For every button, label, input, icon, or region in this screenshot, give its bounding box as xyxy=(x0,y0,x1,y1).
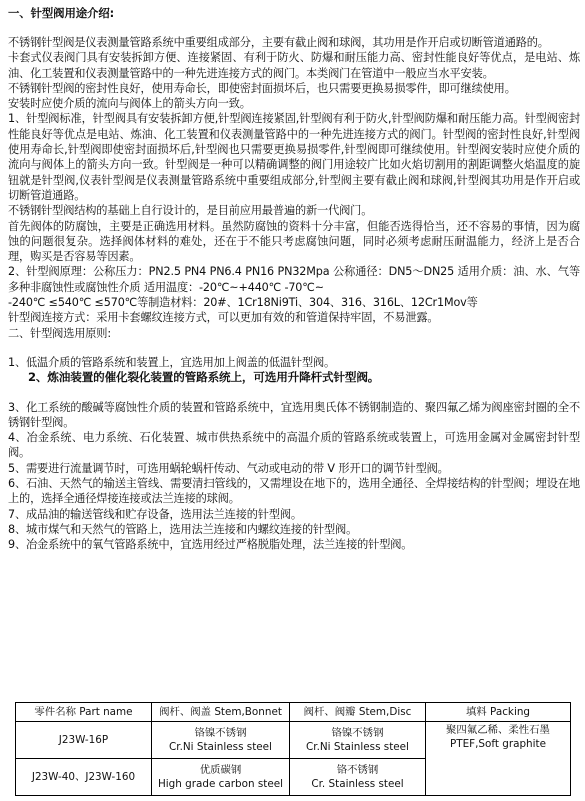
principle-item: 1、低温介质的管路系统和装置上，宜选用加上阀盖的低温针型阀。 xyxy=(8,355,336,369)
cell-stem-bonnet xyxy=(152,722,290,759)
paragraph: 首先阀体的防腐蚀，主要是正确选用材料。虽然防腐蚀的资料十分丰富，但能否选得恰当，还不容易的事情，因为腐蚀的问题很复杂。选择阀体材料的难处，还在于不能只考虑腐蚀问题，同时必须考虑耐压耐温能力，经济上是否合理，购买是否容易等因素。 xyxy=(8,219,580,264)
table-header-row xyxy=(16,703,571,722)
cell-text-en: Cr.Ni Stainless steel xyxy=(169,741,272,753)
paragraph: -240℃ ≤540℃ ≤570℃等制造材料：20#、1Cr18Ni9Ti、304、316、316L、12Cr1Mov等 xyxy=(8,296,478,310)
header-packing: 填料 Packing xyxy=(426,703,571,722)
paragraph: 1、针型阀标准，针型阀具有安装拆卸方便,针型阀连接紧固,针型阀有利于防火,针型阀防爆和耐压能力高。针型阀密封性能良好等优点是电站、炼油、化工装置和仪表测量管路中的一种先进连接方式的阀门。针型阀的密封性良好,针型阀使用寿命长,针型阀即使密封面损坏后,针型阀也只需要更换易损零件,针型阀即可继续使用。针型阀安装时应使介质的流向与阀体上的箭头方向一致。针型阀是一种可以精确调整的阀门用途较广比如火焰切割用的割距调整火焰温度的旋钮就是针型阀,仪表针型阀是仪表测量管路系统中重要组成部分,针型阀主要有截止阀和球阀,针型阀其功用是作开启或切断管道通路。 xyxy=(8,112,580,202)
cell-text-en: High grade carbon steel xyxy=(157,778,284,790)
principle-item: 6、石油、天然气的输送主管线、需要清扫管线的，又需埋设在地下的，选用全通径、全焊接结构的针型阀；埋设在地上的，选择全通径焊接连接或法兰连接的球阀。 xyxy=(8,477,580,506)
paragraph: 不锈钢针型阀的密封性良好，使用寿命长，即使密封面损坏后，也只需要更换易损零件，即可继续使用。 xyxy=(8,81,516,95)
cell-text-cn: 铬镍不锈钢 xyxy=(331,727,384,739)
paragraph: 卡套式仪表阀门具有安装拆卸方便、连接紧固、有利于防火、防爆和耐压能力高、密封性能良好等优点，是电站、炼油、化工装置和仪表测量管路中的一种先进连接方式的阀门。本类阀门在管道中一般应当水平安装。 xyxy=(8,51,580,80)
header-part-name: 零件名称 Part name xyxy=(16,703,152,722)
cell-text-en: PTEF,Soft graphite xyxy=(449,738,547,750)
spacer xyxy=(8,341,580,355)
cell-text-cn: 铬镍不锈钢 xyxy=(194,727,247,739)
cell-text-cn: 铬不锈钢 xyxy=(336,764,379,776)
principle-item: 5、需要进行流量调节时，可选用蜗轮蜗杆传动、气动或电动的带 V 形开口的调节针型阀。 xyxy=(8,461,449,475)
principle-item-bold: 2、炼油装置的催化裂化装置的管路系统上，可选用升降杆式针型阀。 xyxy=(28,370,380,385)
cell-text-cn: 聚四氟乙稀、柔性石墨 xyxy=(446,724,550,736)
cell-stem-bonnet xyxy=(152,759,290,796)
cell-stem-disc xyxy=(290,759,426,796)
paragraph: 2、针型阀原理：公称压力：PN2.5 PN4 PN6.4 PN16 PN32Mpa 公称通径：DN5～DN25 适用介质：油、水、气等多种非腐蚀性或腐蚀性介质 适用温度：-20℃~+440℃ -70℃~ xyxy=(8,265,580,294)
section-subheading: 二、针型阀选用原则: xyxy=(8,326,111,340)
principle-item: 8、城市煤气和天然气的管路上，选用法兰连接和内螺纹连接的针型阀。 xyxy=(8,522,358,536)
materials-table xyxy=(15,702,571,796)
cell-text-cn: 优质碳钢 xyxy=(199,764,242,776)
principle-item: 3、化工系统的酸碱等腐蚀性介质的装置和管路系统中，宜选用奥氏体不锈钢制造的、聚四氟乙烯为阀座密封圈的全不锈钢针型阀。 xyxy=(8,400,580,429)
spacer xyxy=(8,386,580,400)
section-heading: 一、针型阀用途介绍: xyxy=(8,6,115,20)
paragraph: 针型阀连接方式：采用卡套螺纹连接方式，可以更加有效的和管道保持牢固，不易泄露。 xyxy=(8,311,439,325)
cell-packing xyxy=(426,722,571,796)
paragraph: 安装时应使介质的流向与阀体上的箭头方向一致。 xyxy=(8,97,251,111)
cell-text-en: Cr.Ni Stainless steel xyxy=(306,741,409,753)
paragraph: 不锈钢针型阀结构的基础上自行设计的，是目前应用最普遍的新一代阀门。 xyxy=(8,204,373,218)
table-row xyxy=(16,722,571,759)
document-body xyxy=(8,6,580,553)
principle-item: 4、冶金系统、电力系统、石化装置、城市供热系统中的高温介质的管路系统或装置上，可选用金属对金属密封针型阀。 xyxy=(8,431,580,460)
cell-part: J23W-40、J23W-160 xyxy=(16,759,152,796)
header-stem-bonnet: 阀杆、阀盖 Stem,Bonnet xyxy=(152,703,290,722)
cell-part: J23W-16P xyxy=(16,722,152,759)
cell-stem-disc xyxy=(290,722,426,759)
principle-item: 9、冶金系统中的氧气管路系统中，宜选用经过严格脱脂处理，法兰连接的针型阀。 xyxy=(8,538,413,552)
cell-text-en: Cr. Stainless steel xyxy=(311,778,404,790)
principle-item: 7、成品油的输送管线和贮存设备，选用法兰连接的针型阀。 xyxy=(8,507,302,521)
paragraph: 不锈钢针型阀是仪表测量管路系统中重要组成部分，主要有截止阀和球阀，其功用是作开启或切断管道通路的。 xyxy=(8,36,549,49)
header-stem-disc: 阀杆、阀瓣 Stem,Disc xyxy=(290,703,426,722)
